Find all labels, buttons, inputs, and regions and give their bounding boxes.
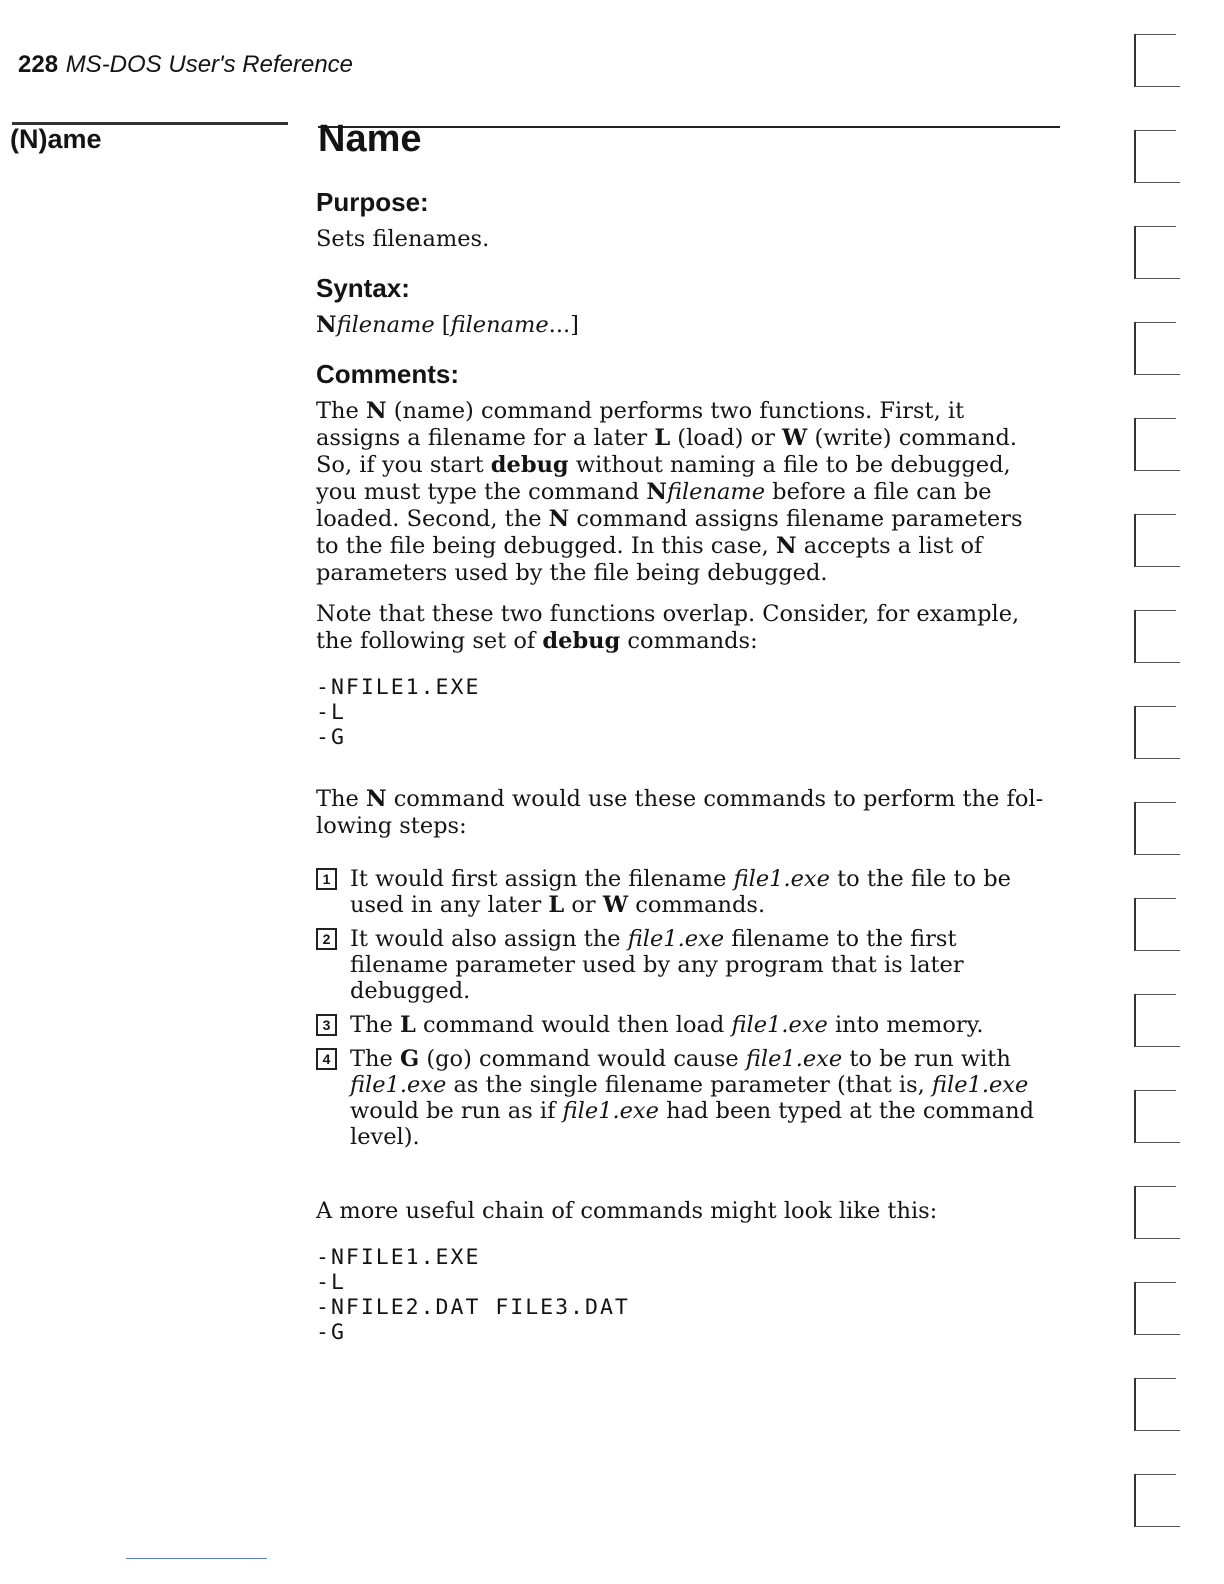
binder-tab [1134,514,1180,567]
syntax-section [316,273,1046,339]
code-line: -L [316,1270,346,1295]
syntax-opt-open: [ [434,312,451,338]
step-number-box: 3 [316,1014,337,1036]
running-header [18,50,353,79]
binder-tab [1134,706,1180,759]
syntax-opt-rest: ...] [548,312,579,338]
binder-tab [1134,802,1180,855]
binder-tab [1134,322,1180,375]
syntax-opt-param: filename [450,312,549,338]
binder-tab [1134,1378,1180,1431]
code-block-1 [316,675,1046,750]
binder-tab [1134,994,1180,1047]
binder-tab [1134,610,1180,663]
step-number-box: 2 [316,928,337,950]
binder-tab [1134,1474,1180,1527]
page-title: Name [318,118,422,160]
purpose-heading: Purpose: [316,187,429,217]
code-line: -G [316,1320,346,1345]
list-item: 2 It would also assign the file1.exe filename to the first filename parameter used by any program that is later debugged. [316,926,1046,1004]
comments-paragraph-4: A more useful chain of commands might look like this: [316,1198,938,1224]
comments-heading: Comments: [316,359,460,389]
list-item: 1 It would first assign the filename file1.exe to the file to be used in any later L or W commands. [316,866,1046,918]
binder-tab [1134,418,1180,471]
binder-tab [1134,226,1180,279]
code-line: -NFILE1.EXE [316,675,481,700]
page-number: 228 [18,51,59,78]
syntax-command: N [316,312,337,338]
comments-paragraph-3: The N command would use these commands to perform the fol-lowing steps: [316,786,1044,839]
binder-tabs [1134,34,1194,1570]
purpose-section [316,187,1046,253]
syntax-heading: Syntax: [316,273,410,303]
comments-section [316,359,1046,1345]
binder-tab [1134,898,1180,951]
code-line: -L [316,700,346,725]
binder-tab [1134,1282,1180,1335]
footer-rule [126,1558,267,1559]
step-number-box: 1 [316,868,337,890]
step-number-box: 4 [316,1048,337,1070]
binder-tab [1134,1186,1180,1239]
purpose-text: Sets filenames. [316,226,490,252]
running-title: MS-DOS User's Reference [65,51,354,78]
sidebar-label: (N)ame [10,124,102,154]
code-block-2 [316,1245,1046,1345]
steps-list [316,866,1046,1150]
list-item: 4 The G (go) command would cause file1.exe to be run with file1.exe as the single filename parameter (that is, file1.exe would be run as if file1.exe had been typed at the command level). [316,1046,1046,1150]
binder-tab [1134,34,1180,87]
list-item: 3 The L command would then load file1.exe into memory. [316,1012,1046,1038]
syntax-param: filename [336,312,435,338]
comments-paragraph-2: Note that these two functions overlap. Consider, for example, the following set of debug commands: [316,601,1020,654]
code-line: -NFILE1.EXE [316,1245,481,1270]
binder-tab [1134,130,1180,183]
code-line: -G [316,725,346,750]
syntax-line [316,312,1046,339]
main-content [316,118,1046,1381]
binder-tab [1134,1090,1180,1143]
comments-paragraph-1: The N (name) command performs two functions. First, it assigns a filename for a later L (load) or W (write) command. So, if you start debug without naming a file to be debugged, you must type the command Nfilename before a file can be loaded. Second, the N command assigns filename parameters to the file being debugged. In this case, N accepts a list of parameters used by the file being debugged. [316,398,1023,586]
code-line: -NFILE2.DAT FILE3.DAT [316,1295,630,1320]
